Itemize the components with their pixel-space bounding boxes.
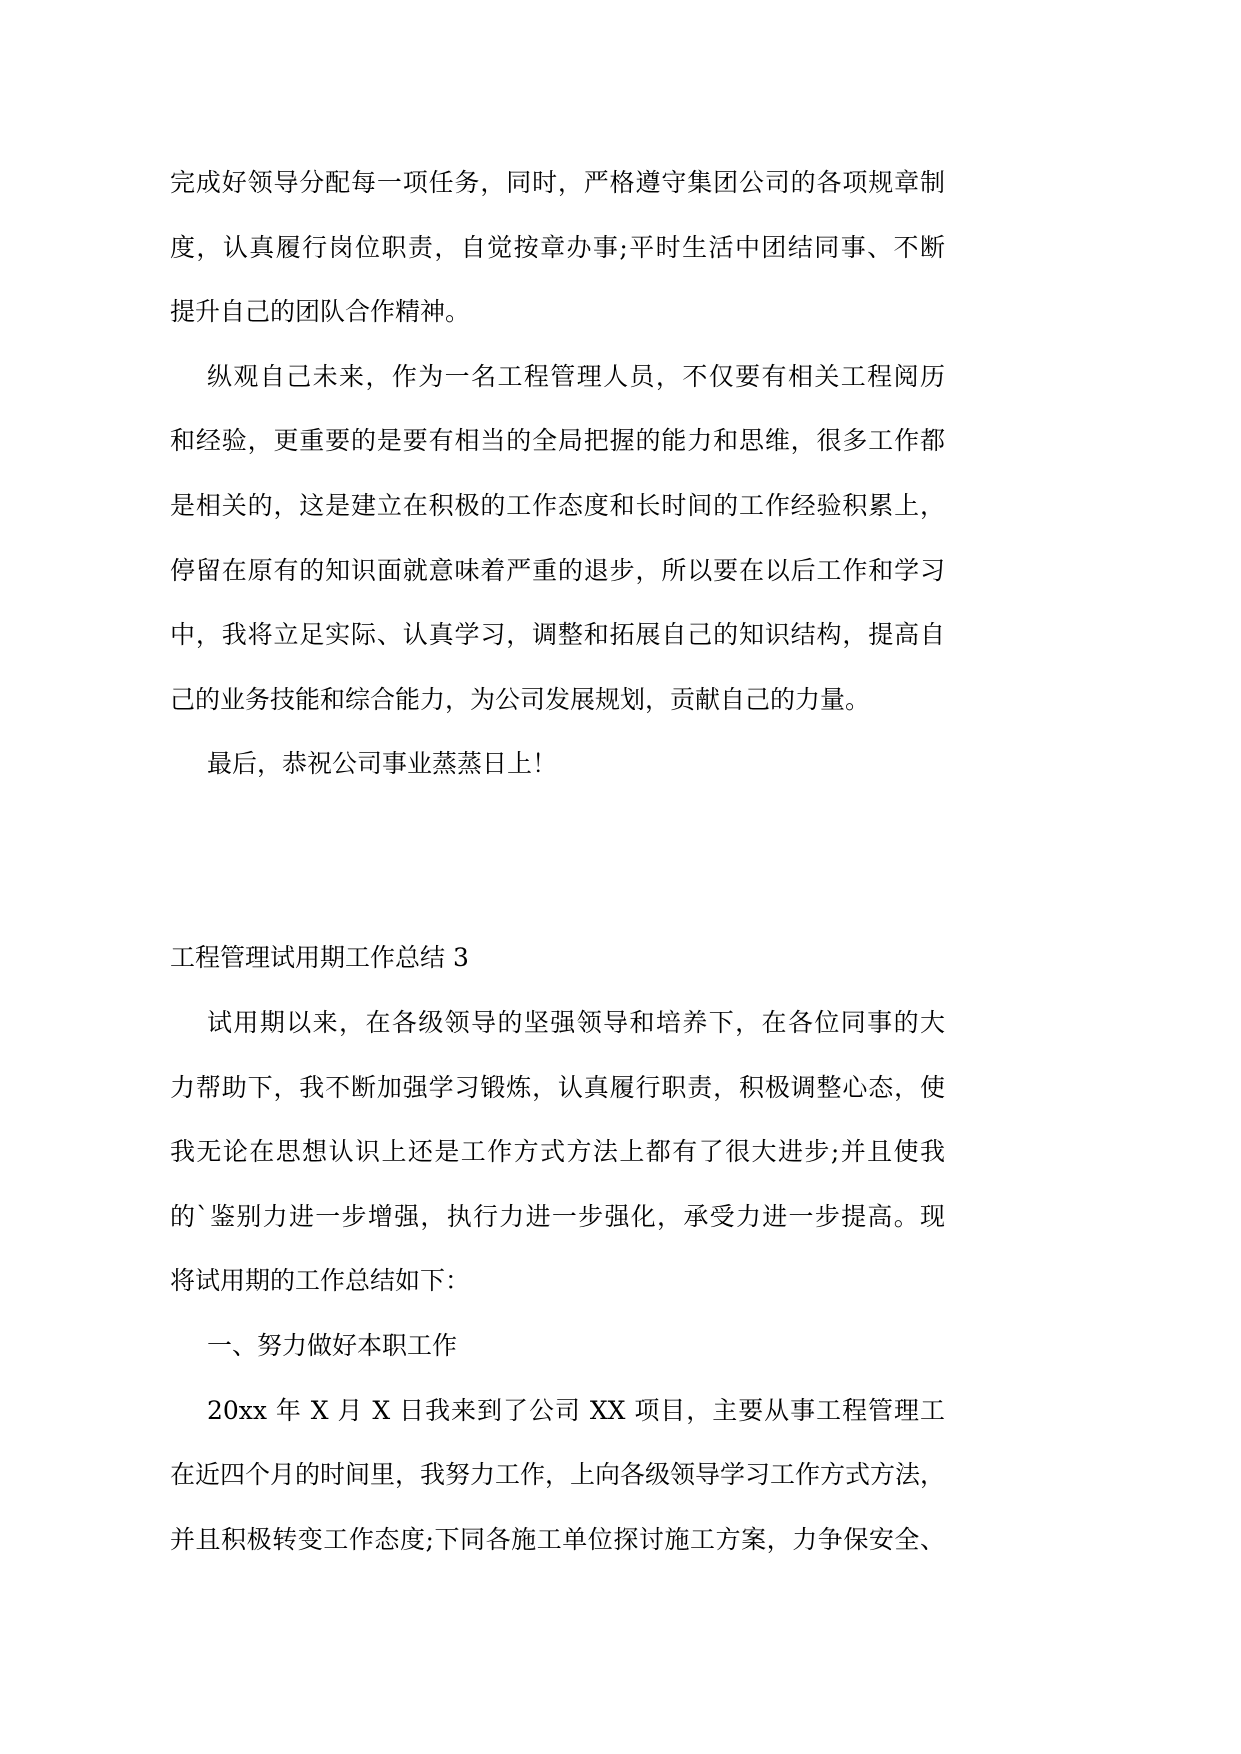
text-line: 和经验，更重要的是要有相当的全局把握的能力和思维，很多工作都	[170, 426, 945, 456]
text-line: 完成好领导分配每一项任务，同时，严格遵守集团公司的各项规章制	[170, 168, 945, 197]
text-line: 己的业务技能和综合能力，为公司发展规划，贡献自己的力量。	[170, 684, 871, 714]
text-line: 并且积极转变工作态度;下同各施工单位探讨施工方案，力争保安全、	[170, 1524, 945, 1554]
text-line: 最后，恭祝公司事业蒸蒸日上！	[207, 749, 558, 779]
text-line: 提升自己的团队合作精神。	[170, 297, 471, 327]
document-body	[170, 151, 945, 1572]
text-line: 在近四个月的时间里，我努力工作，上向各级领导学习工作方式方法，	[170, 1460, 945, 1490]
continuation-paragraph	[170, 151, 945, 345]
text-line: 中，我将立足实际、认真学习，调整和拓展自己的知识结构，提高自	[170, 620, 945, 650]
closing-paragraph	[170, 732, 945, 797]
text-line: 我无论在思想认识上还是工作方式方法上都有了很大进步;并且使我	[170, 1137, 945, 1167]
item-paragraph	[170, 1379, 945, 1573]
text-line: 20xx 年 X 月 X 日我来到了公司 XX 项目，主要从事工程管理工	[207, 1395, 945, 1425]
text-line: 的`鉴别力进一步增强，执行力进一步强化，承受力进一步提高。现	[170, 1201, 945, 1231]
outlook-paragraph	[170, 345, 945, 733]
text-line: 是相关的，这是建立在积极的工作态度和长时间的工作经验积累上，	[170, 491, 945, 521]
text-line: 将试用期的工作总结如下：	[170, 1266, 471, 1296]
text-line: 停留在原有的知识面就意味着严重的退步，所以要在以后工作和学习	[170, 555, 945, 585]
text-line: 纵观自己未来，作为一名工程管理人员，不仅要有相关工程阅历	[207, 361, 945, 391]
section-spacer	[170, 797, 945, 926]
text-line: 试用期以来，在各级领导的坚强领导和培养下，在各位同事的大	[207, 1007, 945, 1037]
item-heading: 一、努力做好本职工作	[207, 1330, 458, 1360]
intro-paragraph	[170, 991, 945, 1314]
text-line: 力帮助下，我不断加强学习锻炼，认真履行职责，积极调整心态，使	[170, 1072, 945, 1102]
text-line: 度，认真履行岗位职责，自觉按章办事;平时生活中团结同事、不断	[170, 232, 945, 262]
section-title: 工程管理试用期工作总结 3	[170, 943, 469, 973]
